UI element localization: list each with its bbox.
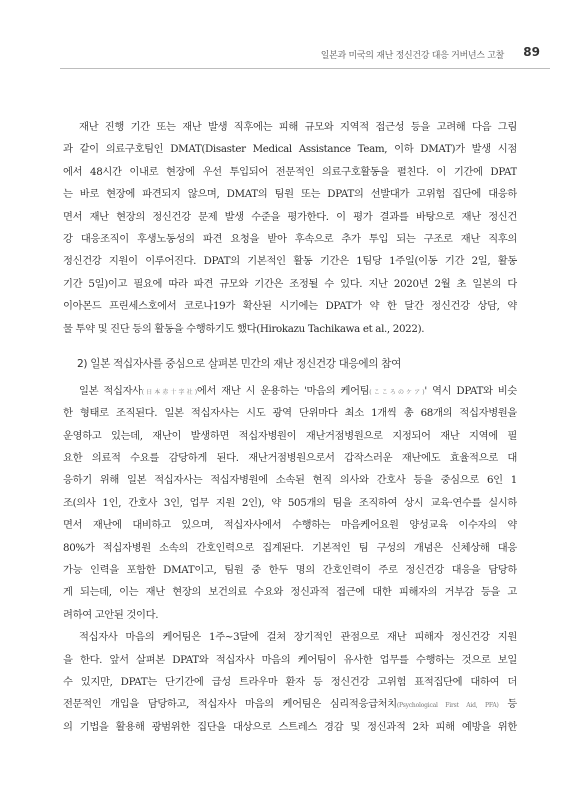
text-line: 에서 48시간 이내로 현장에 우선 투입되어 전문적인 의료구호활동을 펼친다. 이 기간에 DPAT <box>63 165 517 178</box>
text-line: 을 한다. 앞서 살펴본 DPAT와 적십자사 마음의 케어팀이 유사한 업무를 수행하는 것으로 보일 <box>63 653 517 666</box>
text-line: 한 형태로 조직된다. 일본 적십자사는 시도 광역 단위마다 최소 1개씩 총 68개의 적십자병원을 <box>63 407 517 420</box>
text-line: 응하기 위해 일본 적십자사는 적십자병원에 소속된 현직 의사와 간호사 등을 중심으로 6인 1 <box>63 474 517 487</box>
annotation-japanese: (日本赤十字社) <box>141 388 197 396</box>
text-line: 게 되는데, 이는 재난 현장의 보건의료 수요와 정신과적 접근에 대한 피해자의 거부감 등을 고 <box>63 586 517 599</box>
text-line: 정신건강 지원이 이루어진다. DPAT의 기본적인 활동 기간은 1팀당 1주일(이동 기간 2일, 활동 <box>63 255 517 268</box>
annotation-japanese: (こころのケア) <box>369 388 425 396</box>
text-line: 일본 적십자사(日本赤十字社)에서 재난 시 운용하는 '마음의 케어팀(こころのケア)' 역시 DPAT와 비슷 <box>79 384 517 397</box>
section-subheading: 2) 일본 적십자사를 중심으로 살펴본 민간의 재난 정신건강 대응에의 참여 <box>77 357 401 370</box>
text-line: 면서 재난 현장의 정신건강 문제 발생 수준을 평가한다. 이 평가 결과를 바탕으로 재난 정신건 <box>63 210 517 223</box>
body-text <box>63 116 517 738</box>
running-header-title: 일본과 미국의 재난 정신건강 대응 거버넌스 고찰 <box>320 51 504 61</box>
text-line: 이아몬드 프린세스호에서 코로나19가 확산된 시기에는 DPAT가 약 한 달간 정신건강 상담, 약 <box>63 300 517 313</box>
text-line: 기간 5일)이고 필요에 따라 파견 규모와 기간은 조정될 수 있다. 지난 2020년 2월 초 일본의 다 <box>63 277 517 290</box>
page-header <box>0 44 576 66</box>
text-line: 면서 재난에 대비하고 있으며, 적십자사에서 수행하는 마음케어요원 양성교육 이수자의 약 <box>63 519 517 532</box>
text-line: 조(의사 1인, 간호사 3인, 업무 지원 2인), 약 505개의 팀을 조직하여 상시 교육·연수를 실시하 <box>63 496 517 509</box>
text-line: 수 있지만, DPAT는 단기간에 급성 트라우마 환자 등 정신건강 고위험 표적집단에 대하여 더 <box>63 675 517 688</box>
text-line: 요한 의료적 수요를 감당하게 된다. 재난거점병원으로서 갑작스러운 재난에도 효율적으로 대 <box>63 452 517 465</box>
text-line: 가능 인력을 포함한 DMAT이고, 팀원 중 한두 명의 간호인력이 주로 정신건강 대응을 담당하 <box>63 564 517 577</box>
text-line: 려하여 고안된 것이다. <box>63 608 159 621</box>
text-line: 적십자사 마음의 케어팀은 1주~3달에 걸쳐 장기적인 관점으로 재난 피해자 정신건강 지원 <box>79 631 517 644</box>
text-line: 전문적인 개입을 담당하고, 적십자사 마음의 케어팀은 심리적응급처치(Psychological First Aid, PFA) 등 <box>63 698 517 711</box>
text-line: 의 기법을 활용해 광범위한 집단을 대상으로 스트레스 경감 및 정신과적 2차 피해 예방을 위한 <box>63 720 517 733</box>
text-line: 과 같이 의료구호팀인 DMAT(Disaster Medical Assistance Team, 이하 DMAT)가 발생 시점 <box>63 143 517 156</box>
header-divider <box>60 68 550 69</box>
text-line: 는 바로 현장에 파견되지 않으며, DMAT의 팀원 또는 DPAT의 선발대가 고위험 집단에 대응하 <box>63 188 517 201</box>
annotation-english: (Psychological First Aid, PFA) <box>396 702 499 710</box>
text-line: 물 투약 및 진단 등의 활동을 수행하기도 했다(Hirokazu Tachikawa et al., 2022). <box>63 322 425 335</box>
text-line: 재난 진행 기간 또는 재난 발생 직후에는 피해 규모와 지역적 접근성 등을 고려해 다음 그림 <box>79 121 517 133</box>
text-line: 강 대응조직이 후생노동성의 파견 요청을 받아 후속으로 추가 투입 되는 구조로 재난 직후의 <box>63 232 517 245</box>
paragraph-2 <box>63 380 517 626</box>
page-number: 89 <box>523 45 540 59</box>
paragraph-1 <box>63 116 517 340</box>
paragraph-3 <box>63 626 517 738</box>
text-line: 80%가 적십자병원 소속의 간호인력으로 집계된다. 기본적인 팀 구성의 개념은 신체상해 대응 <box>63 541 517 554</box>
text-line: 운영하고 있는데, 재난이 발생하면 적십자병원이 재난거점병원으로 지정되어 재난 지역에 필 <box>63 429 517 442</box>
